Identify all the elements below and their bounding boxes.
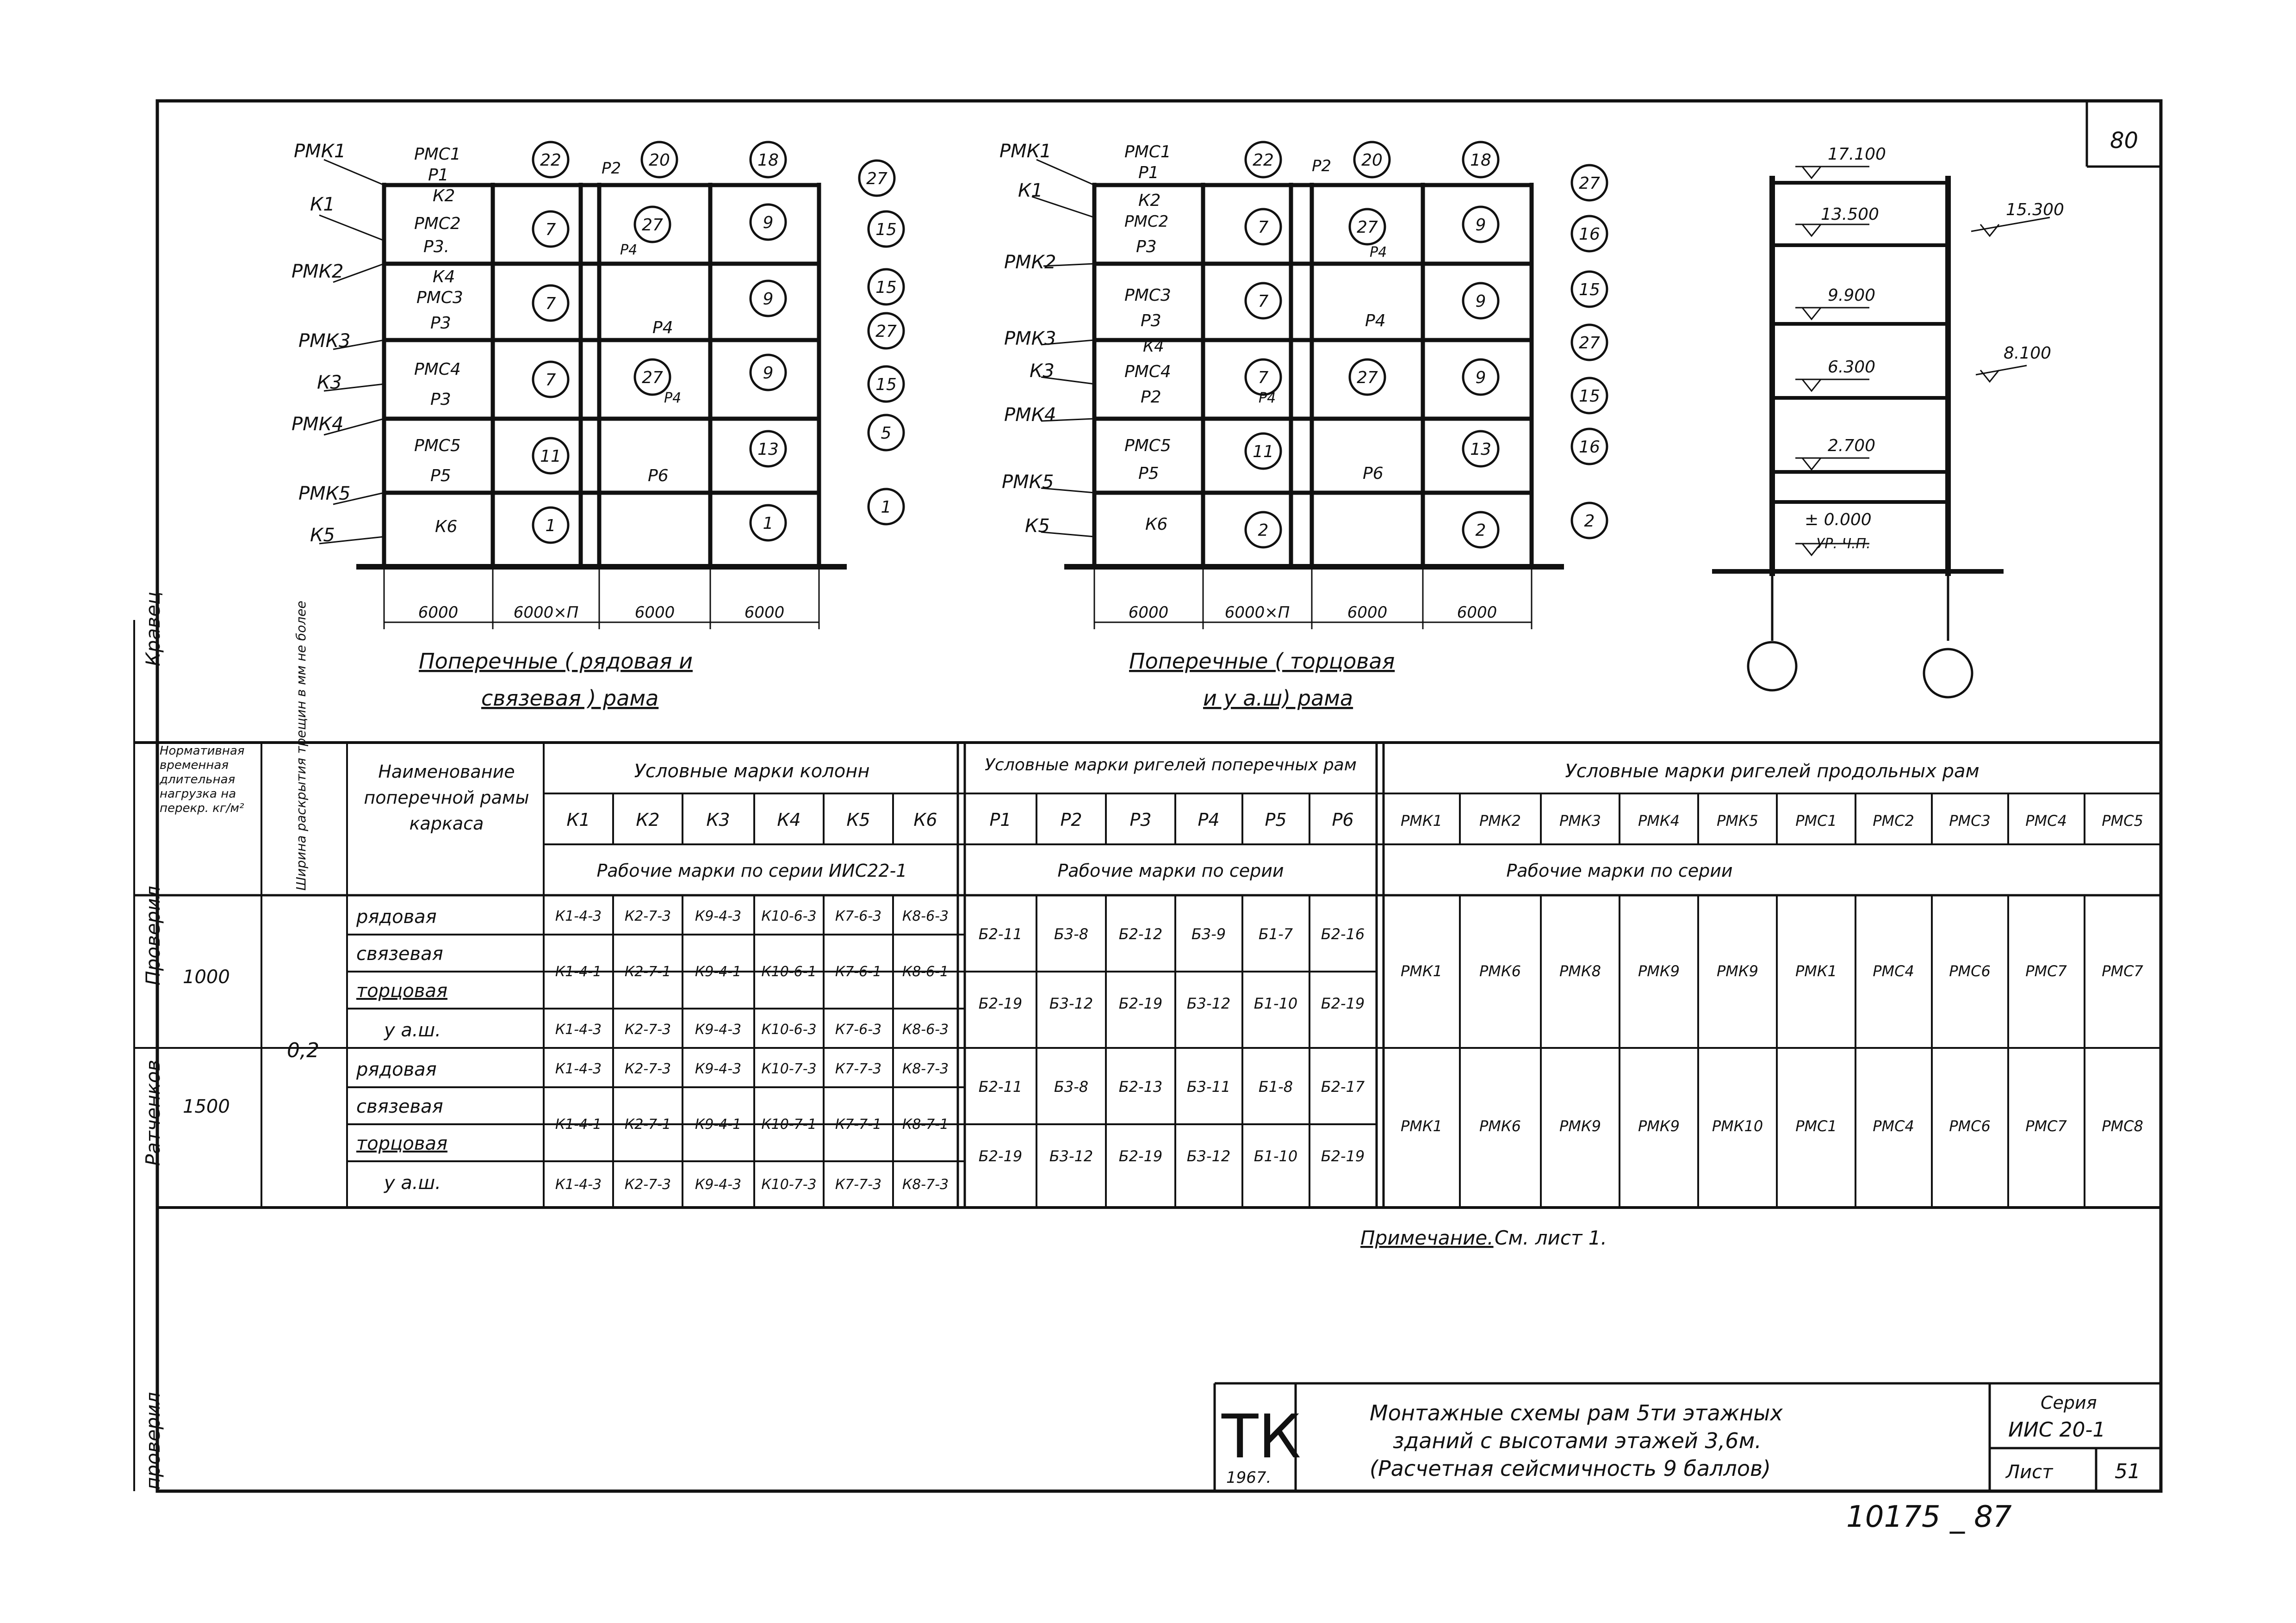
column-mark-cell: К10-6-3 — [761, 1022, 817, 1038]
girder-mark-cell: Б3-12 — [1049, 995, 1093, 1012]
left-label-rmk2: РМК2 — [292, 261, 344, 282]
girder-mark-cell: Б3-9 — [1191, 925, 1226, 943]
header-col-k: К4 — [777, 810, 801, 830]
left-top-label: РМС5 — [414, 436, 461, 455]
right-label-rmk2: РМК2 — [1004, 252, 1056, 273]
column-mark-cell: К7-6-3 — [835, 908, 882, 924]
column-mark-cell: К1-4-1 — [555, 964, 602, 980]
left-span-label: 6000×П — [513, 603, 579, 622]
long-girder-cell: РМК1 — [1795, 962, 1837, 980]
long-girder-cell: РМС1 — [1795, 1117, 1837, 1135]
right-circle-number: 27 — [1357, 368, 1378, 387]
column-mark-cell: К10-6-3 — [761, 908, 817, 924]
left-span-label: 6000 — [634, 603, 675, 622]
column-mark-cell: К9-4-3 — [695, 1061, 742, 1077]
right-label-rmk3: РМК3 — [1004, 328, 1056, 349]
column-mark-cell: К8-7-3 — [902, 1177, 949, 1193]
girder-mark-cell: Б2-19 — [1118, 995, 1163, 1012]
left-mid-label: Р4 — [664, 390, 682, 406]
right-top-label: РМС2 — [1124, 212, 1169, 231]
girder-mark-cell: Б3-8 — [1054, 925, 1089, 943]
long-girder-cell: РМС7 — [2102, 962, 2143, 980]
right-top-label: К4 — [1143, 337, 1164, 356]
long-girder-cell: РМК9 — [1717, 962, 1758, 980]
left-circle-number: 18 — [757, 151, 779, 170]
stamp-checked-2: проверил — [142, 1392, 164, 1490]
column-mark-cell: К1-4-3 — [555, 1177, 602, 1193]
long-girder-cell: РМК6 — [1479, 1117, 1521, 1135]
header-columns-group: Условные марки колонн — [634, 761, 870, 782]
column-mark-cell: К8-7-3 — [902, 1061, 949, 1077]
side-level-label: 8.100 — [2004, 344, 2052, 363]
left-label-rmk4: РМК4 — [292, 414, 344, 435]
left-top-label: Р3 — [430, 390, 451, 409]
left-circle-number: 5 — [881, 424, 892, 443]
header-col-k: К3 — [706, 810, 730, 830]
header-col-k: К1 — [566, 810, 590, 830]
long-girder-cell: РМК9 — [1638, 962, 1680, 980]
header-col-r: Р4 — [1198, 810, 1220, 830]
stamp-checked-1: Проверил — [142, 886, 164, 985]
header-col-rm: РМК3 — [1559, 812, 1601, 830]
girder-mark-cell: Б2-11 — [978, 1078, 1023, 1096]
column-mark-cell: К10-6-1 — [761, 964, 817, 980]
long-girder-cell: РМК1 — [1401, 962, 1442, 980]
girder-mark-cell: Б3-12 — [1049, 1147, 1093, 1165]
left-circle-number: 20 — [649, 151, 670, 170]
column-mark-cell: К7-7-3 — [835, 1177, 882, 1193]
girder-mark-cell: Б2-19 — [1321, 1147, 1365, 1165]
girder-mark-cell: Б3-8 — [1054, 1078, 1089, 1096]
left-top-label: Р3. — [423, 237, 450, 256]
right-circle-number: 9 — [1475, 292, 1486, 311]
left-circle-number: 27 — [875, 322, 897, 341]
left-span-label: 6000 — [744, 603, 785, 622]
long-girder-cell: РМК9 — [1559, 1117, 1601, 1135]
title-block-year: 1967. — [1226, 1468, 1272, 1487]
column-mark-cell: К8-6-3 — [902, 1022, 949, 1038]
right-circle-number: 9 — [1475, 216, 1486, 235]
left-top-label: РМС1 — [414, 145, 461, 164]
long-girder-cell: РМК9 — [1638, 1117, 1680, 1135]
left-circle-number: 9 — [763, 364, 774, 383]
left-mid-label: Р4 — [620, 242, 638, 258]
girder-mark-cell: Б2-19 — [978, 995, 1023, 1012]
title-line-1: Монтажные схемы рам 5ти этажных — [1370, 1400, 1783, 1425]
title-block-logo: ТК — [1222, 1401, 1301, 1472]
left-circle-number: 13 — [757, 440, 779, 459]
left-circle-number: 1 — [763, 514, 774, 533]
frame-name-cell: связевая — [356, 943, 443, 965]
girder-mark-cell: Б2-19 — [1118, 1147, 1163, 1165]
right-span-label: 6000×П — [1224, 603, 1290, 622]
column-mark-cell: К2-7-3 — [624, 1177, 671, 1193]
long-girder-cell: РМС6 — [1949, 1117, 1991, 1135]
right-circle-number: 27 — [1579, 334, 1600, 353]
column-mark-cell: К8-6-3 — [902, 908, 949, 924]
long-girder-cell: РМС4 — [1873, 1117, 1914, 1135]
left-span-label: 6000 — [418, 603, 459, 622]
right-top-label: РМС4 — [1124, 362, 1171, 381]
level-label: 17.100 — [1828, 145, 1886, 164]
column-mark-cell: К9-4-3 — [695, 1177, 742, 1193]
note-text: См. лист 1. — [1495, 1227, 1607, 1249]
left-label-k1: К1 — [310, 194, 335, 215]
column-mark-cell: К10-7-1 — [761, 1116, 817, 1133]
column-mark-cell: К2-7-3 — [624, 1022, 671, 1038]
right-top-label: Р5 — [1138, 464, 1159, 483]
right-top-label: Р3 — [1136, 237, 1157, 256]
column-mark-cell: К2-7-3 — [624, 908, 671, 924]
long-girder-cell: РМК10 — [1712, 1117, 1763, 1135]
elevation-labels — [1805, 145, 2064, 552]
long-girder-cell: РМС7 — [2025, 962, 2067, 980]
left-circle-number: 15 — [875, 278, 897, 297]
long-girder-cell: РМК6 — [1479, 962, 1521, 980]
left-label-k5: К5 — [310, 525, 335, 546]
left-label-rmk5: РМК5 — [298, 483, 351, 504]
column-mark-cell: К8-6-1 — [902, 964, 949, 980]
title-line-3: (Расчетная сейсмичность 9 баллов) — [1370, 1456, 1771, 1481]
column-mark-cell: К2-7-1 — [624, 1116, 671, 1133]
right-circle-number: 18 — [1470, 151, 1491, 170]
left-circle-number: 9 — [763, 213, 774, 232]
girder-mark-cell: Б3-12 — [1186, 1147, 1231, 1165]
girder-mark-cell: Б2-16 — [1321, 925, 1365, 943]
column-mark-cell: К10-7-3 — [761, 1061, 817, 1077]
girder-mark-cell: Б2-19 — [1321, 995, 1365, 1012]
column-mark-cell: К1-4-1 — [555, 1116, 602, 1133]
left-circle-number: 7 — [545, 294, 556, 313]
left-circle-number: 9 — [763, 290, 774, 309]
right-label-k1: К1 — [1018, 180, 1043, 201]
header-col-r: Р5 — [1265, 810, 1287, 830]
left-circle-number: 22 — [540, 151, 561, 170]
right-circle-number: 9 — [1475, 368, 1486, 387]
left-frame-caption-1: Поперечные ( рядовая и — [419, 649, 693, 674]
crack-value: 0,2 — [287, 1039, 319, 1062]
frame-name-cell: у а.ш. — [384, 1020, 441, 1041]
left-top-label: РМС3 — [416, 288, 463, 307]
right-label-rmk4: РМК4 — [1004, 404, 1056, 426]
header-col-rm: РМС4 — [2025, 812, 2067, 830]
header-col-rm: РМК1 — [1401, 812, 1442, 830]
girder-mark-cell: Б1-10 — [1253, 995, 1298, 1012]
column-mark-cell: К9-4-3 — [695, 1022, 742, 1038]
right-span-label: 6000 — [1347, 603, 1388, 622]
level-label: 9.900 — [1828, 286, 1876, 305]
girder-mark-cell: Б3-12 — [1186, 995, 1231, 1012]
left-frame-diagram — [319, 142, 904, 629]
elevation-diagram — [1712, 167, 2050, 697]
series-value: ИИС 20-1 — [2008, 1418, 2106, 1442]
title-line-2: зданий с высотами этажей 3,6м. — [1393, 1428, 1762, 1453]
left-circle-number: 27 — [642, 368, 663, 387]
stamp-name-ratchenkov: Ратченков — [142, 1059, 164, 1166]
right-frame-diagram — [1032, 142, 1607, 629]
left-label-rmk1: РМК1 — [294, 141, 346, 162]
right-circle-number: 15 — [1579, 387, 1600, 406]
right-circle-number: 27 — [1579, 174, 1600, 193]
header-col-rm: РМК4 — [1638, 812, 1680, 830]
right-label-k5: К5 — [1025, 515, 1050, 537]
left-circle-number: 7 — [545, 371, 556, 390]
frame-name-cell: у а.ш. — [384, 1172, 441, 1194]
right-mid-label: Р4 — [1365, 311, 1386, 330]
frame-name-cell: рядовая — [356, 906, 437, 928]
girder-mark-cell: Б2-12 — [1118, 925, 1163, 943]
header-col-rm: РМС5 — [2102, 812, 2143, 830]
right-top-label: Р1 — [1138, 163, 1159, 182]
right-mid-label: Р4 — [1370, 244, 1387, 260]
column-mark-cell: К2-7-3 — [624, 1061, 671, 1077]
right-label-rmk5: РМК5 — [1002, 471, 1054, 493]
right-circle-number: 13 — [1470, 440, 1491, 459]
corner-sheet-number: 80 — [2110, 128, 2139, 154]
header-col-r: Р6 — [1332, 810, 1354, 830]
load-value: 1500 — [183, 1096, 230, 1117]
header-col-k: К5 — [846, 810, 870, 830]
right-circle-number: 15 — [1579, 280, 1600, 299]
header-series-long: Рабочие марки по серии — [1506, 861, 1733, 881]
column-mark-cell: К9-4-3 — [695, 908, 742, 924]
right-top-label: К6 — [1145, 515, 1168, 534]
long-girder-cell: РМС7 — [2025, 1117, 2067, 1135]
column-mark-cell: К9-4-1 — [695, 964, 742, 980]
left-label-k3: К3 — [317, 372, 342, 393]
left-top-label: РМС2 — [414, 214, 461, 233]
right-mid-label: Р4 — [1259, 390, 1276, 406]
header-load: Нормативная временная длительная нагрузка на перекр. кг/м² — [160, 744, 245, 815]
right-circle-number: 22 — [1253, 151, 1274, 170]
header-crack: Ширина раскрытия трещин в мм не более — [293, 601, 309, 891]
elevation-piles — [1748, 576, 1972, 697]
column-mark-cell: К7-7-1 — [835, 1116, 882, 1133]
left-circle-number: 27 — [866, 169, 887, 188]
right-circle-number: 16 — [1579, 438, 1600, 457]
right-top-label: Р2 — [1141, 388, 1161, 407]
load-value: 1000 — [183, 966, 230, 988]
left-circle-number: 15 — [875, 375, 897, 394]
header-transverse-group: Условные марки ригелей поперечных рам — [985, 756, 1357, 774]
side-level-label: 15.300 — [2006, 200, 2064, 219]
right-circle-number: 11 — [1253, 442, 1274, 461]
left-top-label: К6 — [435, 517, 458, 536]
column-mark-cell: К1-4-3 — [555, 1061, 602, 1077]
left-top-label: РМС4 — [414, 360, 461, 379]
header-col-k: К2 — [636, 810, 660, 830]
header-series-cols: Рабочие марки по серии ИИС22-1 — [596, 861, 907, 881]
left-frame-circles — [533, 142, 904, 543]
right-circle-number: 27 — [1357, 218, 1378, 237]
sheet-label: Лист — [2006, 1462, 2053, 1483]
right-top-label: РМС5 — [1124, 436, 1171, 455]
long-girder-cell: РМС8 — [2102, 1117, 2143, 1135]
right-circle-number: 2 — [1475, 521, 1486, 540]
girder-mark-cell: Б2-17 — [1321, 1078, 1365, 1096]
left-top-label: Р3 — [430, 314, 451, 333]
right-mid-label: Р2 — [1312, 157, 1332, 175]
right-circle-number: 2 — [1258, 521, 1269, 540]
girder-mark-cell: Б2-19 — [978, 1147, 1023, 1165]
left-top-label: Р1 — [428, 166, 449, 185]
frame-name-cell: торцовая — [356, 1133, 448, 1154]
header-col-rm: РМС3 — [1949, 812, 1991, 830]
header-series-rig: Рабочие марки по серии — [1057, 861, 1284, 881]
right-label-k3: К3 — [1030, 360, 1055, 382]
right-mid-label: Р6 — [1363, 464, 1384, 483]
header-col-r: Р3 — [1129, 810, 1152, 830]
header-col-rm: РМС1 — [1795, 812, 1837, 830]
header-col-rm: РМК2 — [1479, 812, 1521, 830]
level-zero-note: УР. Ч.П. — [1816, 536, 1871, 552]
column-mark-cell: К10-7-3 — [761, 1177, 817, 1193]
header-col-k: К6 — [913, 810, 937, 830]
column-mark-cell: К7-6-1 — [835, 964, 882, 980]
table-header — [160, 601, 2143, 893]
girder-mark-cell: Б1-8 — [1258, 1078, 1293, 1096]
left-top-label: К4 — [433, 267, 455, 286]
right-frame-labels — [999, 141, 1600, 711]
frame-name-cell: торцовая — [356, 980, 448, 1002]
level-label: 13.500 — [1821, 205, 1879, 224]
left-circle-number: 1 — [881, 498, 892, 517]
column-mark-cell: К9-4-1 — [695, 1116, 742, 1133]
left-circle-number: 27 — [642, 216, 663, 235]
right-label-rmk1: РМК1 — [999, 141, 1052, 162]
left-circle-number: 15 — [875, 220, 897, 239]
girder-mark-cell: Б1-7 — [1258, 925, 1293, 943]
right-span-label: 6000 — [1457, 603, 1497, 622]
right-top-label: РМС3 — [1124, 286, 1171, 305]
long-girder-cell: РМС4 — [1873, 962, 1914, 980]
level-label: ± 0.000 — [1805, 510, 1872, 529]
column-mark-cell: К1-4-3 — [555, 908, 602, 924]
long-girder-cell: РМК1 — [1401, 1117, 1442, 1135]
left-circle-number: 1 — [545, 516, 556, 535]
left-top-label: Р5 — [430, 466, 451, 485]
right-circle-number: 16 — [1579, 225, 1600, 244]
right-circle-number: 7 — [1258, 218, 1269, 237]
right-frame-caption-1: Поперечные ( торцовая — [1129, 649, 1395, 674]
frame-name-cell: связевая — [356, 1096, 443, 1117]
left-mid-label: Р4 — [652, 318, 673, 337]
header-col-rm: РМК5 — [1717, 812, 1758, 830]
left-mid-label: Р2 — [602, 159, 621, 178]
right-span-label: 6000 — [1128, 603, 1169, 622]
girder-mark-cell: Б2-13 — [1118, 1078, 1163, 1096]
note-label: Примечание. — [1360, 1227, 1494, 1249]
column-mark-cell: К7-6-3 — [835, 1022, 882, 1038]
girder-mark-cell: Б2-11 — [978, 925, 1023, 943]
right-circle-number: 7 — [1258, 368, 1269, 387]
right-frame-circles — [1246, 142, 1607, 547]
left-label-rmk3: РМК3 — [298, 330, 351, 352]
table-body — [183, 906, 2143, 1194]
column-mark-cell: К8-7-1 — [902, 1116, 949, 1133]
girder-mark-cell: Б1-10 — [1253, 1147, 1298, 1165]
column-mark-cell: К7-7-3 — [835, 1061, 882, 1077]
stamp-name-kravets: Кравец — [142, 591, 164, 666]
sheet-value: 51 — [2115, 1460, 2141, 1483]
column-mark-cell: К1-4-3 — [555, 1022, 602, 1038]
right-circle-number: 7 — [1258, 292, 1269, 311]
left-frame-caption-2: связевая ) рама — [481, 686, 659, 711]
right-circle-number: 2 — [1584, 512, 1595, 531]
long-girder-cell: РМК8 — [1559, 962, 1601, 980]
right-top-label: К2 — [1138, 191, 1161, 210]
girder-mark-cell: Б3-11 — [1186, 1078, 1231, 1096]
long-girder-cell: РМС6 — [1949, 962, 1991, 980]
header-longitudinal-group: Условные марки ригелей продольных рам — [1565, 761, 1980, 782]
left-circle-number: 11 — [540, 447, 561, 466]
frame-name-cell: рядовая — [356, 1059, 437, 1080]
level-label: 6.300 — [1828, 358, 1876, 377]
header-col-r: Р2 — [1060, 810, 1082, 830]
header-col-rm: РМС2 — [1873, 812, 1914, 830]
level-label: 2.700 — [1828, 436, 1876, 455]
header-col-r: Р1 — [989, 810, 1011, 830]
series-label: Серия — [2041, 1393, 2097, 1413]
left-circle-number: 7 — [545, 220, 556, 239]
column-mark-cell: К2-7-1 — [624, 964, 671, 980]
right-circle-number: 20 — [1361, 151, 1383, 170]
right-top-label: Р3 — [1141, 311, 1161, 330]
right-frame-caption-2: и у а.ш) рама — [1203, 686, 1353, 711]
left-top-label: К2 — [433, 186, 455, 205]
left-mid-label: Р6 — [648, 466, 669, 485]
archive-number: 10175 _ 87 — [1846, 1500, 2012, 1534]
header-frame-name: Наименование поперечной рамы каркаса — [364, 762, 529, 834]
right-top-label: РМС1 — [1124, 142, 1171, 161]
